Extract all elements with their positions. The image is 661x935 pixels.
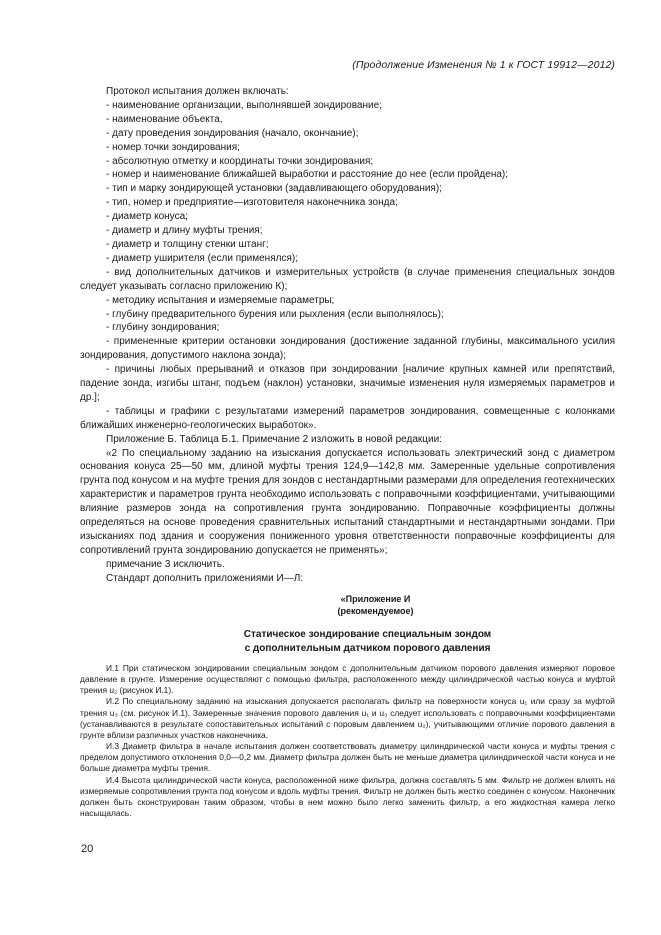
protocol-section (80, 85, 615, 586)
list-item: - диаметр и толщину стенки штанг; (106, 238, 269, 250)
list-item: - примененные критерии остановки зондирования (достижение заданной глубины, максимального усилия зондирования, допустимого наклона зонда); (80, 336, 615, 362)
page-number: 20 (81, 843, 94, 855)
list-item: - дату проведения зондирования (начало, окончание); (106, 127, 359, 139)
list-item: - номер и наименование ближайшей выработки и расстояние до нее (если пройдена); (106, 169, 509, 181)
list-item: - абсолютную отметку и координаты точки зондирования; (106, 155, 374, 167)
section-title-line: Статическое зондирование специальным зондом (243, 629, 492, 640)
list-item: - тип и марку зондирующей установки (задавливающего оборудования); (106, 183, 442, 195)
clause: И.2 По специальному заданию на изыскания допускается располагать фильтр на поверхности конуса u₁ или сразу за муфтой трения u₃ (см. рисунок И.1). Замеренные значения порового давления u₁ и u₃ следует использовать с поправочными коэффициентами (устанавливаются в результате сопоставительных испытаний с поровым давлением u₂), учитывающими отличие порового давления в грунте вблизи различных участков наконечника. (80, 696, 615, 740)
appendix-status: (рекомендуемое) (337, 606, 414, 617)
list-item: - диаметр и длину муфты трения; (106, 225, 263, 237)
list-item: - глубину зондирования; (106, 322, 220, 334)
paragraph: Протокол испытания должен включать: (106, 86, 289, 97)
appendix-heading (80, 593, 615, 618)
list-item: - глубину предварительного бурения или рыхления (если выполнялось); (106, 308, 444, 320)
appendix-body (80, 663, 615, 819)
list-item: - методику испытания и измеряемые параметры; (106, 294, 335, 306)
paragraph: «2 По специальному заданию на изыскания допускается использовать электрический зонд с диаметром основания конуса 25—50 мм, длиной муфты трения 124,9—142,8 мм. Замеренные удельные сопротивления грунта под конусом и на муфте трения для зондов с нестандартными размерами для определения геотехнических характеристик и параметров грунта необходимо использовать с поправочными коэффициентами, учитывающими влияние размеров зонда на сопротивления грунта зондированию. Поправочные коэффициенты должны определяться на основе проведения сравнительных испытаний стандартными и нестандартными зондами. При изысканиях под здания и сооружения пониженного уровня ответственности поправочные коэффициенты для сопротивлений грунта зондированию допускается не применять»; (80, 447, 615, 556)
list-item: - причины любых прерываний и отказов при зондировании [наличие крупных камней или препятствий, падение зонда, изгибы штанг, подъем (наклон) установки, значимые изменения нуля измеряемых параметров и др.]; (80, 364, 615, 403)
section-title (80, 628, 615, 656)
paragraph: Стандарт дополнить приложениями И—Л: (106, 572, 304, 584)
continuation-header: (Продолжение Изменения № 1 к ГОСТ 19912—2012) (352, 59, 615, 71)
paragraph: примечание 3 исключить. (106, 558, 225, 570)
clause: И.3 Диаметр фильтра в начале испытания должен соответствовать диаметру цилиндрической части конуса и муфты трения с пределом допустимого отклонения 0,0—0,2 мм. Диаметр фильтра должен быть не меньше диаметра цилиндрической части конуса и не больше диаметра муфты трения. (80, 741, 615, 774)
list-item: - диаметр уширителя (если применялся); (106, 252, 298, 264)
paragraph: Приложение Б. Таблица Б.1. Примечание 2 изложить в новой редакции: (106, 433, 442, 445)
list-item: - тип, номер и предприятие—изготовителя наконечника зонда; (106, 197, 398, 209)
section-title-line: с дополнительным датчиком порового давления (244, 642, 491, 654)
list-item: - вид дополнительных датчиков и измерительных устройств (в случае применения специальных зондов следует указывать согласно приложению К); (80, 266, 615, 292)
clause: И.4 Высота цилиндрической части конуса, расположенной ниже фильтра, должна составлять 5 мм. Фильтр не должен влиять на измеряемые сопротивления грунта под конусом и вдоль муфты трения. Фильтр не должен быть жестко соединен с конусом. Наконечник должен быть сконструирован таким образом, чтобы в нем можно было легко заменить фильтр, а его жидкостная камера легко насыщалась. (80, 774, 615, 819)
list-item: - номер точки зондирования; (106, 141, 240, 153)
appendix-label: «Приложение И (340, 594, 411, 604)
list-item: - диаметр конуса; (106, 211, 188, 223)
list-item: - наименование организации, выполнявшей зондирование; (106, 99, 382, 111)
clause: И.1 При статическом зондировании специальным зондом с дополнительным датчиком порового давления измеряют поровое давление в грунте. Измерение осуществляют с помощью фильтра, расположенного между цилиндрической частью конуса и муфтой трения u₂ (рисунок И.1). (80, 663, 615, 696)
list-item: - таблицы и графики с результатами измерений параметров зондирования, совмещенные с колонками ближайших инженерно-геологических выработок». (80, 405, 615, 431)
list-item: - наименование объекта, (106, 113, 223, 125)
